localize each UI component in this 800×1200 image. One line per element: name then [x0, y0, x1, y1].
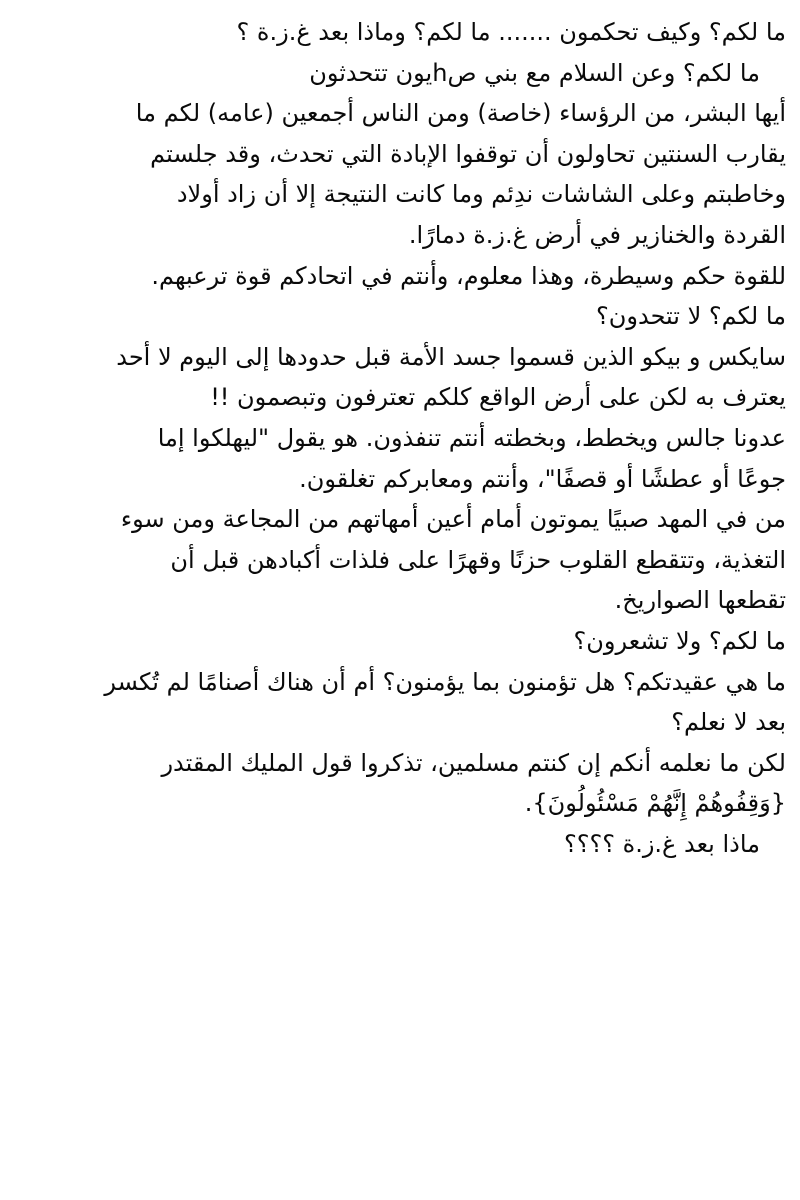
text-line-7: للقوة حكم وسيطرة، وهذا معلوم، وأنتم في اتحادكم قوة ترعبهم.: [151, 261, 786, 290]
text-line-11: عدونا جالس ويخطط، وبخطته أنتم تنفذون. هو يقول "ليهلكوا إما: [157, 423, 786, 452]
text-line-13: من في المهد صبيًا يموتون أمام أعين أمهاتهم من المجاعة ومن سوء: [120, 505, 786, 534]
text-line-16: ما لكم؟ ولا تشعرون؟: [573, 626, 786, 655]
text-line-4: يقارب السنتين تحاولون أن توقفوا الإبادة التي تحدث، وقد جلستم: [150, 139, 786, 168]
text-line-5: وخاطبتم وعلى الشاشات ندِئم وما كانت النتيجة إلا أن زاد أولاد: [176, 180, 786, 209]
text-line-19: لكن ما نعلمه أنكم إن كنتم مسلمين، تذكروا قول المليك المقتدر: [161, 748, 786, 777]
text-line-2: ما لكم؟ وعن السلام مع بني صhيون تتحدثون: [309, 58, 760, 87]
text-line-17: ما هي عقيدتكم؟ هل تؤمنون بما يؤمنون؟ أم أن هناك أصنامًا لم تُكسر: [104, 667, 786, 696]
text-line-3: أيها البشر، من الرؤساء (خاصة) ومن الناس أجمعين (عامه) لكم ما: [135, 99, 786, 128]
text-line-10: يعترف به لكن على أرض الواقع كلكم تعترفون وتبصمون !!: [210, 383, 786, 412]
text-line-12: جوعًا أو عطشًا أو قصفًا"، وأنتم ومعابركم تغلقون.: [299, 464, 786, 493]
quran-verse-line: {وَقِفُوهُمْ إِنَّهُمْ مَسْئُولُونَ}.: [524, 789, 786, 818]
text-line-6: القردة والخنازير في أرض غ.ز.ة دمارًا.: [408, 220, 786, 249]
text-line-9: سايكس و بيكو الذين قسموا جسد الأمة قبل حدودها إلى اليوم لا أحد: [116, 342, 786, 371]
text-line-8: ما لكم؟ لا تتحدون؟: [596, 302, 786, 331]
closing-line: ماذا بعد غ.ز.ة ؟؟؟؟: [564, 829, 760, 858]
text-line-14: التغذية، وتتقطع القلوب حزنًا وقهرًا على فلذات أكبادهن قبل أن: [170, 545, 786, 574]
text-line-18: بعد لا نعلم؟: [671, 708, 786, 737]
text-line-1: ما لكم؟ وكيف تحكمون ....... ما لكم؟ وماذا بعد غ.ز.ة ؟: [236, 18, 786, 46]
text-line-15: تقطعها الصواريخ.: [614, 586, 786, 615]
